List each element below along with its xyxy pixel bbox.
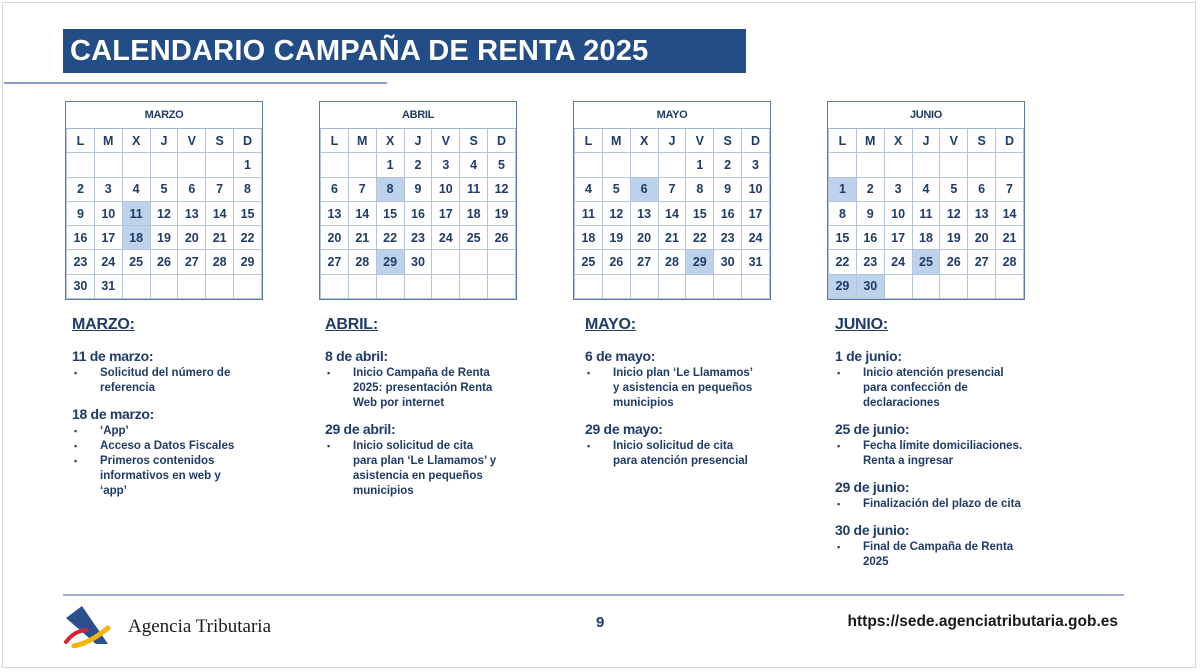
section-title: JUNIO: [835,316,889,333]
calendar-empty-cell [94,153,122,177]
calendar-day: 16 [714,201,742,225]
calendar-day: 24 [742,226,770,250]
weekday-header: J [912,129,940,153]
calendar-empty-cell [940,153,968,177]
weekday-header: D [488,129,516,153]
event-entry [835,479,1065,512]
calendar-day: 13 [968,201,996,225]
event-list [835,366,1065,411]
calendar-day: 30 [856,274,884,298]
calendar-empty-cell [884,274,912,298]
calendar-day: 19 [940,226,968,250]
calendar-junio [827,101,1025,300]
calendar-empty-cell [602,274,630,298]
calendar-day: 19 [488,201,516,225]
calendar-day: 20 [968,226,996,250]
calendar-day: 4 [575,177,603,201]
event-entry [835,348,1065,411]
weekday-header: M [856,129,884,153]
calendar-empty-cell [488,274,516,298]
calendar-day: 6 [630,177,658,201]
calendar-day: 19 [602,226,630,250]
weekday-header: M [94,129,122,153]
event-item: ▪ Inicio atención presencial para confección de declaraciones [835,366,1065,411]
weekday-header: J [658,129,686,153]
calendar-empty-cell [884,153,912,177]
calendar-day: 26 [150,250,178,274]
calendar-empty-cell [178,274,206,298]
section-abril [325,316,535,509]
calendar-empty-cell [912,274,940,298]
calendar-day: 4 [460,153,488,177]
calendar-day: 8 [234,177,262,201]
calendar-day: 22 [376,226,404,250]
calendar-empty-cell [150,153,178,177]
calendar-day: 26 [488,226,516,250]
calendar-day: 5 [602,177,630,201]
calendar-empty-cell [122,274,150,298]
calendar-day: 14 [996,201,1024,225]
calendar-day: 14 [206,201,234,225]
event-item: ▪ Primeros contenidos informativos en web y ‘app’ [72,454,272,499]
page-number: 9 [596,614,605,631]
event-item: ▪ Inicio Campaña de Renta 2025: presentación Renta Web por internet [325,366,535,411]
calendar-empty-cell [488,250,516,274]
event-date: 8 de abril: [325,348,388,364]
calendar-empty-cell [404,274,432,298]
event-item: ▪ Acceso a Datos Fiscales [72,439,272,454]
calendar-empty-cell [630,153,658,177]
event-item: ▪ Finalización del plazo de cita [835,497,1065,512]
section-marzo [72,316,272,509]
calendar-empty-cell [658,153,686,177]
calendar-empty-cell [658,274,686,298]
calendar-day: 2 [856,177,884,201]
event-date: 18 de marzo: [72,406,154,422]
calendar-day: 9 [714,177,742,201]
footer-url-link[interactable]: https://sede.agenciatributaria.gob.es [847,613,1118,630]
event-entry [325,421,535,499]
calendar-month-name: MARZO [67,102,262,129]
calendar-day: 24 [432,226,460,250]
calendar-empty-cell [321,153,349,177]
calendar-day: 29 [686,250,714,274]
event-item: ▪ Inicio plan ‘Le Llamamos’ y asistencia en pequeños municipios [585,366,785,411]
calendar-day: 9 [856,201,884,225]
calendar-day: 25 [122,250,150,274]
event-list [835,540,1065,570]
calendar-month-name: ABRIL [321,102,516,129]
calendar-day: 9 [404,177,432,201]
calendar-empty-cell [912,153,940,177]
calendar-day: 15 [829,226,857,250]
calendar-day: 5 [150,177,178,201]
calendar-day: 29 [829,274,857,298]
calendar-day: 1 [829,177,857,201]
calendar-day: 16 [856,226,884,250]
calendar-day: 11 [460,177,488,201]
calendar-empty-cell [856,153,884,177]
calendar-day: 4 [122,177,150,201]
calendar-day: 28 [658,250,686,274]
calendar-empty-cell [432,250,460,274]
calendar-empty-cell [150,274,178,298]
calendar-day: 21 [348,226,376,250]
weekday-header: D [742,129,770,153]
calendar-empty-cell [602,153,630,177]
calendar-empty-cell [575,153,603,177]
calendar-empty-cell [122,153,150,177]
calendar-day: 30 [714,250,742,274]
calendar-day: 31 [742,250,770,274]
calendar-day: 17 [742,201,770,225]
calendar-day: 16 [404,201,432,225]
weekday-header: S [714,129,742,153]
calendar-day: 15 [376,201,404,225]
calendar-empty-cell [686,274,714,298]
calendar-day: 17 [884,226,912,250]
calendar-day: 15 [234,201,262,225]
calendar-day: 8 [829,201,857,225]
agencia-tributaria-logo [64,604,112,648]
weekday-header: D [996,129,1024,153]
event-item: ▪ Inicio solicitud de cita para atención presencial [585,439,785,469]
calendar-day: 11 [122,201,150,225]
event-list [325,439,535,499]
event-date: 30 de junio: [835,522,910,538]
calendar-day: 20 [321,226,349,250]
calendar-day: 18 [122,226,150,250]
calendar-day: 18 [575,226,603,250]
calendar-day: 3 [94,177,122,201]
calendar-empty-cell [460,274,488,298]
calendar-day: 25 [912,250,940,274]
calendar-empty-cell [206,274,234,298]
calendar-day: 12 [940,201,968,225]
event-list [72,366,272,396]
calendar-day: 6 [968,177,996,201]
calendar-day: 13 [630,201,658,225]
footer-org-name: Agencia Tributaria [128,616,272,637]
event-item: ▪ Solicitud del número de referencia [72,366,272,396]
weekday-header: J [150,129,178,153]
calendar-empty-cell [829,153,857,177]
section-title: MARZO: [72,316,135,333]
calendar-day: 13 [321,201,349,225]
calendar-day: 14 [348,201,376,225]
section-title: ABRIL: [325,316,379,333]
calendar-day: 12 [488,177,516,201]
calendar-day: 22 [686,226,714,250]
calendar-empty-cell [348,153,376,177]
calendar-day: 28 [206,250,234,274]
calendar-day: 7 [206,177,234,201]
event-date: 29 de abril: [325,421,396,437]
calendar-day: 28 [996,250,1024,274]
weekday-header: S [206,129,234,153]
calendar-day: 23 [856,250,884,274]
event-date: 11 de marzo: [72,348,154,364]
calendar-day: 1 [376,153,404,177]
event-list [585,366,785,411]
calendar-day: 3 [742,153,770,177]
calendar-marzo [65,101,263,300]
event-entry [835,522,1065,570]
calendar-day: 3 [432,153,460,177]
weekday-header: D [234,129,262,153]
calendar-abril [319,101,517,300]
section-title: MAYO: [585,316,636,333]
calendar-day: 9 [67,201,95,225]
weekday-header: X [122,129,150,153]
calendar-empty-cell [630,274,658,298]
calendar-day: 10 [884,201,912,225]
weekday-header: V [432,129,460,153]
weekday-header: L [575,129,603,153]
calendar-day: 5 [488,153,516,177]
calendar-empty-cell [67,153,95,177]
calendar-day: 12 [150,201,178,225]
calendar-day: 2 [67,177,95,201]
calendar-day: 13 [178,201,206,225]
calendar-empty-cell [321,274,349,298]
calendar-day: 30 [67,274,95,298]
calendar-day: 21 [658,226,686,250]
calendar-day: 22 [234,226,262,250]
weekday-header: X [376,129,404,153]
calendar-day: 17 [432,201,460,225]
weekday-header: M [348,129,376,153]
weekday-header: S [968,129,996,153]
calendar-empty-cell [376,274,404,298]
calendar-day: 25 [460,226,488,250]
event-entry [835,421,1065,469]
weekday-header: V [178,129,206,153]
calendar-empty-cell [968,274,996,298]
calendar-empty-cell [460,250,488,274]
event-entry [72,348,272,396]
weekday-header: J [404,129,432,153]
event-entry [325,348,535,411]
event-date: 6 de mayo: [585,348,656,364]
calendar-day: 15 [686,201,714,225]
calendar-empty-cell [432,274,460,298]
calendar-day: 10 [432,177,460,201]
calendar-day: 21 [206,226,234,250]
calendar-empty-cell [996,153,1024,177]
page-title: CALENDARIO CAMPAÑA DE RENTA 2025 [63,29,746,73]
event-date: 29 de junio: [835,479,910,495]
calendar-day: 31 [94,274,122,298]
event-item: ▪ Inicio solicitud de cita para plan ‘Le Llamamos’ y asistencia en pequeños municipios [325,439,535,499]
calendar-empty-cell [968,153,996,177]
calendar-day: 23 [67,250,95,274]
calendar-month-name: MAYO [575,102,770,129]
weekday-header: L [321,129,349,153]
calendar-empty-cell [206,153,234,177]
calendar-day: 24 [94,250,122,274]
calendar-day: 30 [404,250,432,274]
section-junio [835,316,1065,580]
weekday-header: S [460,129,488,153]
calendar-day: 5 [940,177,968,201]
calendar-empty-cell [575,274,603,298]
calendar-day: 29 [234,250,262,274]
calendar-day: 21 [996,226,1024,250]
event-date: 29 de mayo: [585,421,663,437]
calendar-day: 7 [348,177,376,201]
calendar-day: 24 [884,250,912,274]
calendar-day: 1 [234,153,262,177]
event-item: ▪ Fecha límite domiciliaciones. Renta a ingresar [835,439,1065,469]
weekday-header: L [829,129,857,153]
calendar-day: 11 [912,201,940,225]
calendar-day: 3 [884,177,912,201]
event-list [585,439,785,469]
calendar-empty-cell [234,274,262,298]
calendar-day: 16 [67,226,95,250]
calendar-month-name: JUNIO [829,102,1024,129]
event-date: 1 de junio: [835,348,902,364]
calendar-empty-cell [348,274,376,298]
calendar-day: 17 [94,226,122,250]
calendar-day: 28 [348,250,376,274]
weekday-header: L [67,129,95,153]
calendar-day: 26 [602,250,630,274]
weekday-header: V [940,129,968,153]
calendar-day: 8 [376,177,404,201]
section-mayo [585,316,785,479]
event-list [835,497,1065,512]
calendar-day: 19 [150,226,178,250]
calendar-day: 26 [940,250,968,274]
event-entry [72,406,272,499]
event-list [835,439,1065,469]
event-item: ▪ Final de Campaña de Renta 2025 [835,540,1065,570]
calendar-day: 27 [968,250,996,274]
calendar-day: 1 [686,153,714,177]
weekday-header: V [686,129,714,153]
weekday-header: X [884,129,912,153]
calendar-day: 14 [658,201,686,225]
calendar-day: 29 [376,250,404,274]
calendar-day: 7 [996,177,1024,201]
calendar-empty-cell [714,274,742,298]
calendar-day: 22 [829,250,857,274]
calendar-day: 6 [178,177,206,201]
event-item: ▪ ‘App’ [72,424,272,439]
calendar-day: 23 [714,226,742,250]
calendar-day: 10 [742,177,770,201]
calendar-day: 6 [321,177,349,201]
event-list [325,366,535,411]
calendar-day: 27 [630,250,658,274]
calendar-day: 8 [686,177,714,201]
calendar-mayo [573,101,771,300]
calendar-day: 23 [404,226,432,250]
event-entry [585,348,785,411]
calendar-day: 2 [404,153,432,177]
calendar-empty-cell [940,274,968,298]
weekday-header: X [630,129,658,153]
calendar-day: 20 [630,226,658,250]
calendar-day: 2 [714,153,742,177]
calendar-day: 20 [178,226,206,250]
calendar-day: 18 [912,226,940,250]
calendar-day: 4 [912,177,940,201]
title-divider [4,82,387,84]
footer-divider [63,594,1124,596]
calendar-day: 11 [575,201,603,225]
calendar-empty-cell [996,274,1024,298]
calendar-day: 25 [575,250,603,274]
event-entry [585,421,785,469]
event-list [72,424,272,499]
calendar-empty-cell [742,274,770,298]
event-date: 25 de junio: [835,421,910,437]
calendar-day: 10 [94,201,122,225]
calendar-day: 12 [602,201,630,225]
calendar-day: 27 [178,250,206,274]
calendar-day: 7 [658,177,686,201]
calendar-day: 27 [321,250,349,274]
weekday-header: M [602,129,630,153]
calendar-empty-cell [178,153,206,177]
calendar-day: 18 [460,201,488,225]
